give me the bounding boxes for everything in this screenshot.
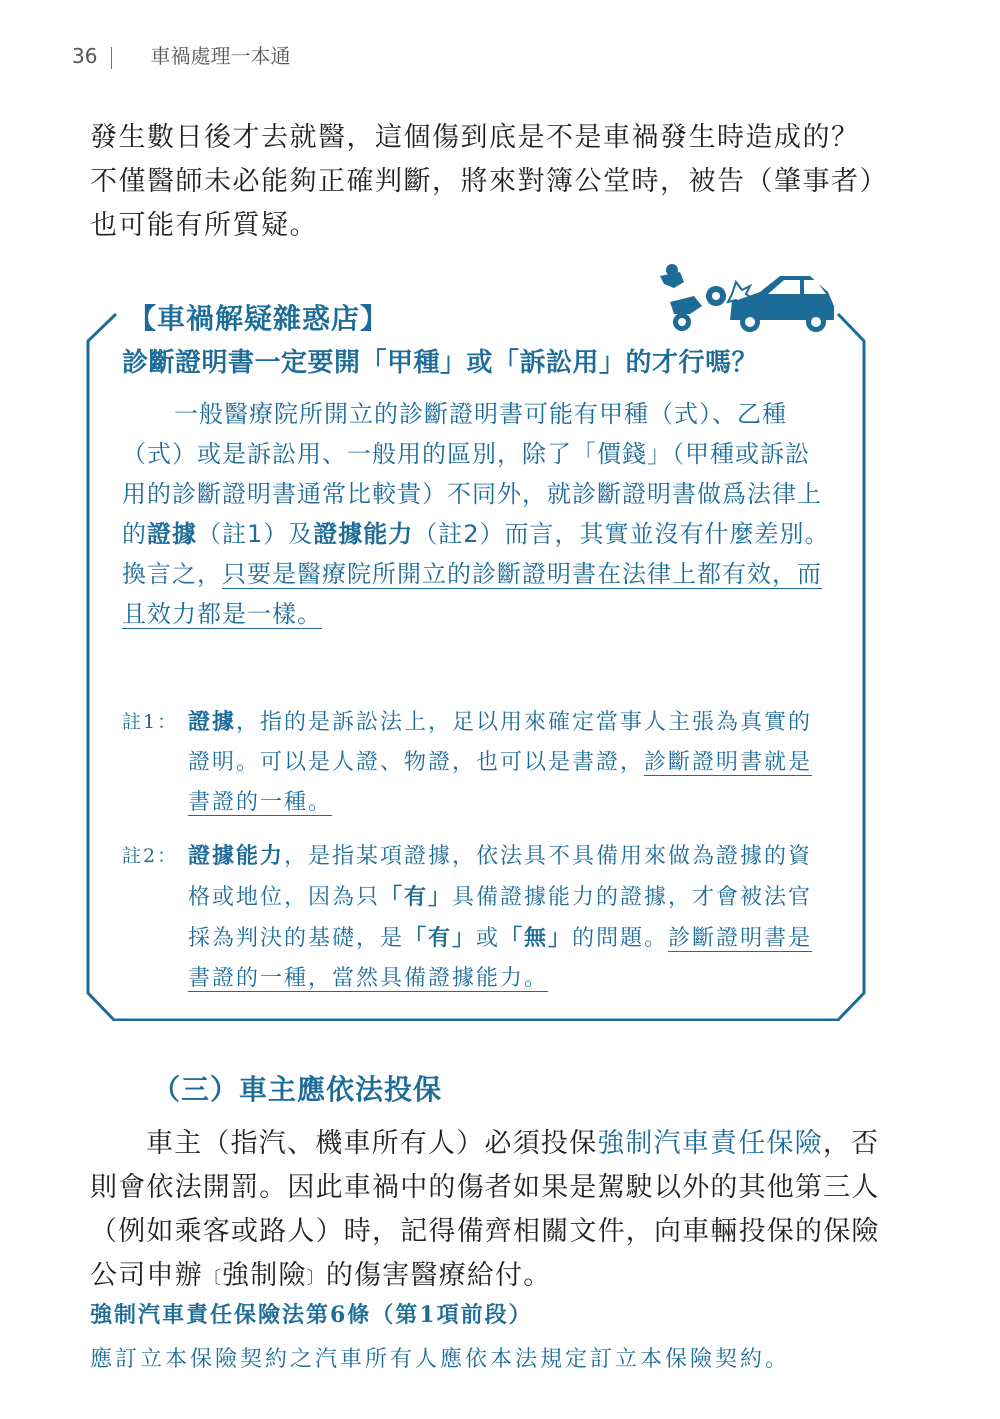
highlight-insurance: 強制汽車責任保險 [597,1128,823,1159]
header-divider [111,47,112,69]
page-header [72,40,290,69]
law-text: 應訂立本保險契約之汽車所有人應依本法規定訂立本保險契約。 [90,1347,791,1372]
law-title: 強制汽車責任保險法第6條（第1項前段） [90,1302,533,1328]
term-evidence-capacity: 證據能力 [313,520,414,548]
section-heading: （三）車主應依法投保 [152,1073,443,1106]
underlined-conclusion: 只要是醫療院所開立的診斷證明書在法律上都有效，而且效力都是一樣。 [122,560,822,628]
box-question: 診斷證明書一定要開「甲種」或「訴訟用」的才行嗎？ [122,348,759,378]
intro-paragraph: 發生數日後才去就醫，這個傷到底是不是車禍發生時造成的？不僅醫師未必能夠正確判斷，將來對簿公堂時，被告（肇事者）也可能有所質疑。 [90,122,875,241]
box-body: 一般醫療院所開立的診斷證明書可能有甲種（式）、乙種（式）或是訴訟用、一般用的區別，除了「價錢」（甲種或訴訟用的診斷證明書通常比較貴）不同外，就診斷證明書做爲法律上的證據（註1）及證據能力（註2）而言，其實並沒有什麼差別。換言之，只要是醫療院所開立的診斷證明書在法律上都有效，而且效力都是一樣。 [122,400,830,628]
box-title: 【車禍解疑雜惑店】 [124,297,393,337]
note-1-tag: 註1： [122,711,179,733]
page-number: 36 [72,44,98,68]
car-accident-illustration [650,262,840,334]
book-title: 車禍處理一本通 [150,44,291,68]
section-paragraph: 車主（指汽、機車所有人）必須投保強制汽車責任保險，否則會依法開罰。因此車禍中的傷者如果是駕駛以外的其他第三人（例如乘客或路人）時，記得備齊相關文件，向車輛投保的保險公司申辦〔強制險〕的傷害醫療給付。 [90,1128,880,1291]
term-evidence: 證據 [147,520,197,548]
note-1: 註1： 證據，指的是訴訟法上，足以用來確定當事人主張為真實的證明。可以是人證、物證，也可以是書證，診斷證明書就是書證的一種。 [122,702,834,823]
note-2: 註2： 證據能力，是指某項證據，依法具不具備用來做為證據的資格或地位，因為只「有」具備證據能力的證據，才會被法官採為判決的基礎，是「有」或「無」的問題。診斷證明書是書證的一種，當然具備證據能力。 [122,836,834,999]
note-2-tag: 註2： [122,845,179,867]
